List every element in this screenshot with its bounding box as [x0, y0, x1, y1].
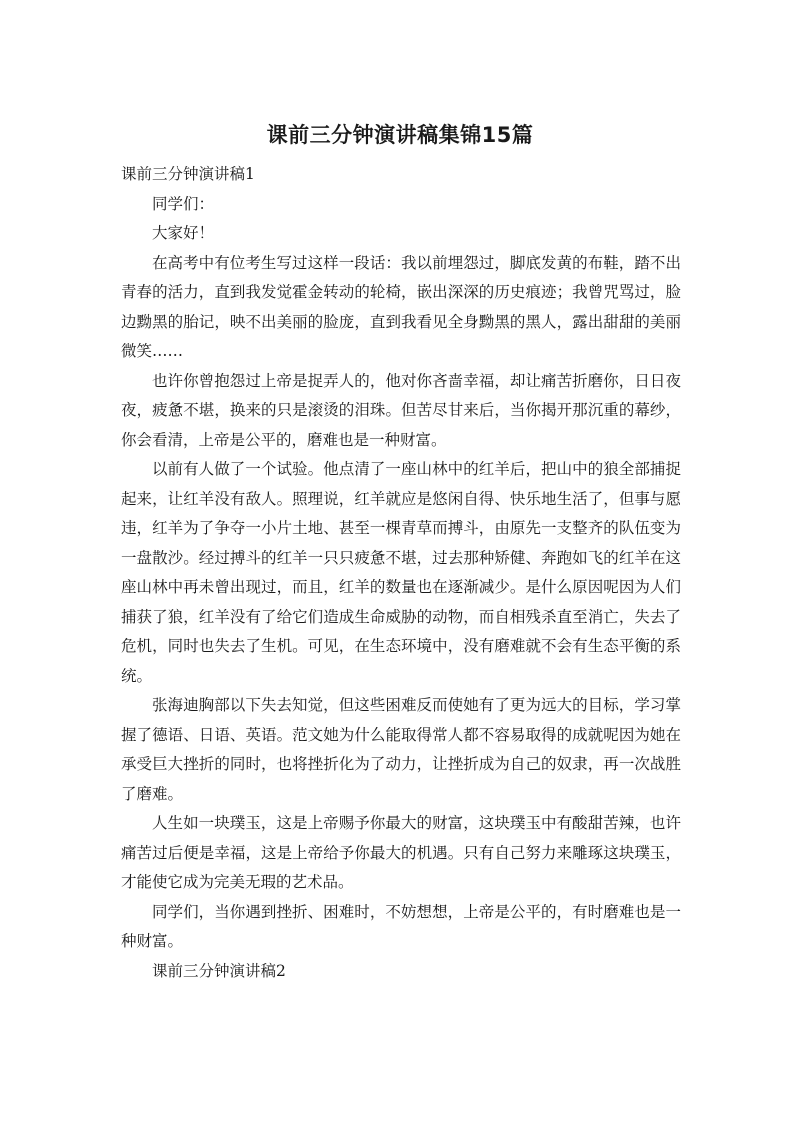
- paragraph-hello: 大家好！: [152, 224, 215, 242]
- paragraph: 人生如一块璞玉，这是上帝赐予你最大的财富，这块璞玉中有酸甜苦辣，也许痛苦过后便是幸福，这是上帝给予你最大的机遇。只有自己努力来雕琢这块璞玉，才能使它成为完美无瑕的艺术品。: [121, 814, 681, 891]
- section-heading-1: 课前三分钟演讲稿1: [121, 165, 255, 183]
- paragraph: 以前有人做了一个试验。他点清了一座山林中的红羊后，把山中的狼全部捕捉起来，让红羊没有敌人。照理说，红羊就应是悠闲自得、快乐地生活了，但事与愿违，红羊为了争夺一小片土地、甚至一棵青草而搏斗，由原先一支整齐的队伍变为一盘散沙。经过搏斗的红羊一只只疲惫不堪，过去那种矫健、奔跑如飞的红羊在这座山林中再未曾出现过，而且，红羊的数量也在逐渐减少。是什么原因呢因为人们捕获了狼，红羊没有了给它们造成生命威胁的动物，而自相残杀直至消亡，失去了危机，同时也失去了生机。可见，在生态环境中，没有磨难就不会有生态平衡的系统。: [121, 460, 681, 685]
- document-body: [121, 160, 681, 986]
- paragraph: 在高考中有位考生写过这样一段话：我以前埋怨过，脚底发黄的布鞋，踏不出青春的活力，直到我发觉霍金转动的轮椅，嵌出深深的历史痕迹；我曾咒骂过，脸边黝黑的胎记，映不出美丽的脸庞，直到我看见全身黝黑的黑人，露出甜甜的美丽微笑……: [121, 253, 681, 360]
- section-heading-2: 课前三分钟演讲稿2: [152, 961, 286, 980]
- paragraph: 也许你曾抱怨过上帝是捉弄人的，他对你吝啬幸福，却让痛苦折磨你，日日夜夜，疲惫不堪，换来的只是滚烫的泪珠。但苦尽甘来后，当你揭开那沉重的幕纱，你会看清，上帝是公平的，磨难也是一种财富。: [121, 371, 681, 449]
- paragraph: 同学们，当你遇到挫折、困难时，不妨想想，上帝是公平的，有时磨难也是一种财富。: [121, 902, 681, 950]
- paragraph: 张海迪胸部以下失去知觉，但这些困难反而使她有了更为远大的目标，学习掌握了德语、日语、英语。范文她为什么能取得常人都不容易取得的成就呢因为她在承受巨大挫折的同时，也将挫折化为了动力，让挫折成为自己的奴隶，再一次战胜了磨难。: [121, 696, 681, 803]
- paragraph-greeting: 同学们：: [152, 194, 215, 213]
- document-title: 课前三分钟演讲稿集锦15篇: [266, 123, 534, 147]
